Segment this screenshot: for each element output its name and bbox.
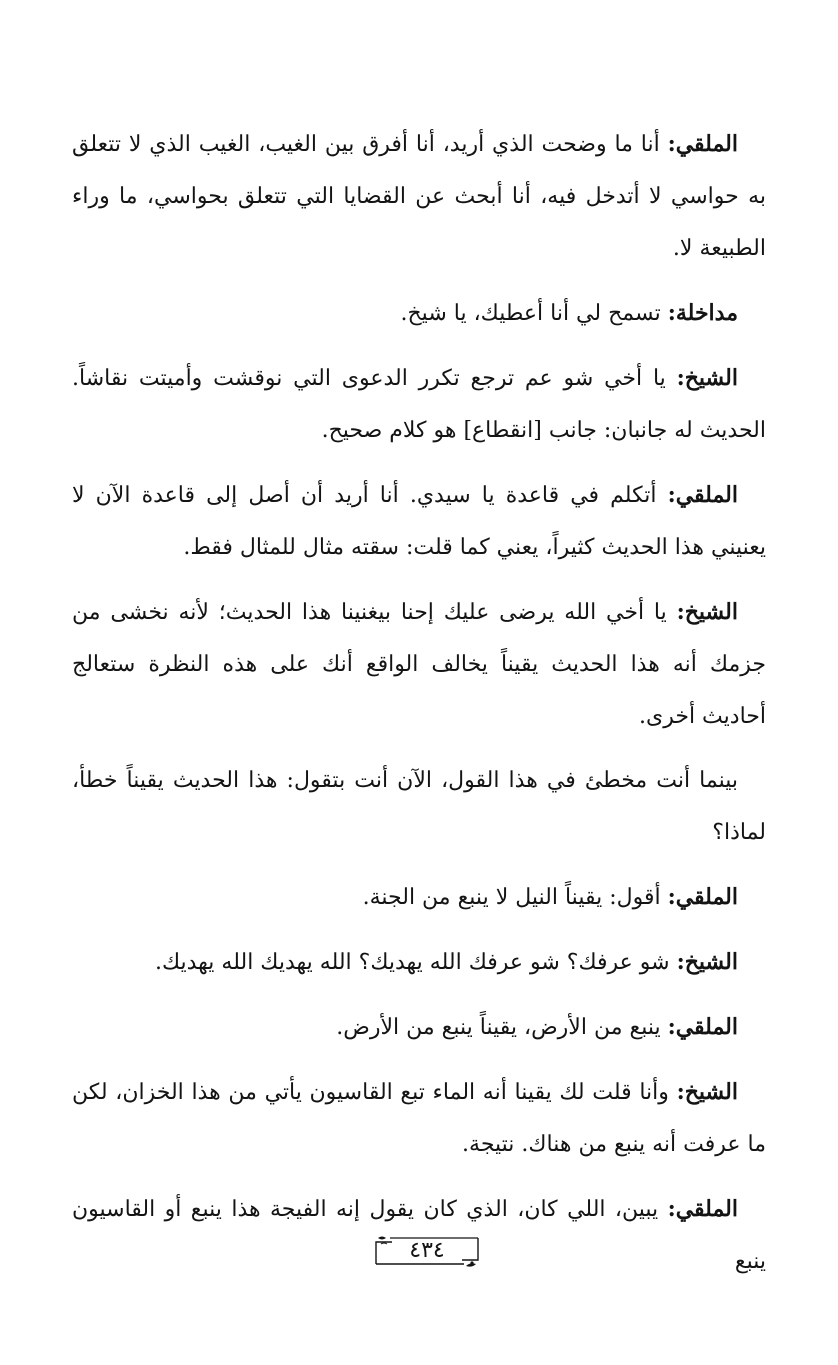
speaker-label: الشيخ:: [676, 949, 738, 975]
paragraph-2: [72, 287, 766, 340]
paragraph-9: [72, 1001, 766, 1054]
paragraph-7: [72, 871, 766, 924]
paragraph-text: أقول: يقيناً النيل لا ينبع من الجنة.: [362, 885, 668, 910]
paragraph-5: [72, 586, 766, 743]
body-text: [72, 118, 766, 1292]
speaker-label: الشيخ:: [676, 365, 738, 391]
page-footer: [0, 1228, 838, 1278]
paragraph-text: بينما أنت مخطئ في هذا القول، الآن أنت بتقول: هذا الحديث يقيناً خطأ، لماذا؟: [72, 768, 766, 845]
page-number-frame: [372, 1234, 482, 1268]
speaker-label: مداخلة:: [667, 300, 738, 326]
speaker-label: الملقي:: [667, 131, 738, 157]
speaker-label: الملقي:: [667, 1014, 738, 1040]
paragraph-text: ينبع من الأرض، يقيناً ينبع من الأرض.: [336, 1015, 668, 1040]
paragraph-text: وأنا قلت لك يقينا أنه الماء تبع القاسيون يأتي من هذا الخزان، لكن ما عرفت أنه ينبع من هناك. نتيجة.: [72, 1080, 766, 1157]
speaker-label: الشيخ:: [676, 599, 738, 625]
paragraph-text: شو عرفك؟ شو عرفك الله يهديك؟ الله يهديك الله يهديك.: [154, 950, 677, 975]
paragraph-6: [72, 755, 766, 859]
paragraph-text: أنا ما وضحت الذي أريد، أنا أفرق بين الغيب، الغيب الذي لا تتعلق به حواسي لا أتدخل فيه، أنا أبحث عن القضايا التي تتعلق بحواسي، ما وراء الطبيعة لا.: [72, 132, 766, 261]
paragraph-text: يبين، اللي كان، الذي كان يقول إنه الفيجة هذا ينبع أو القاسيون ينبع: [72, 1197, 766, 1274]
speaker-label: الملقي:: [667, 884, 738, 910]
paragraph-3: [72, 352, 766, 457]
speaker-label: الملقي:: [667, 1196, 738, 1222]
paragraph-text: يا أخي شو عم ترجع تكرر الدعوى التي نوقشت وأميتت نقاشاً. الحديث له جانبان: جانب [انقطاع] هو كلام صحيح.: [72, 366, 766, 443]
paragraph-text: يا أخي الله يرضى عليك إحنا بيغنينا هذا الحديث؛ لأنه نخشى من جزمك أنه هذا الحديث يقيناً يخالف الواقع أنك على هذه النظرة ستعالج أحاديث أخرى.: [72, 600, 766, 729]
page-number: ٤٣٤: [409, 1238, 445, 1263]
paragraph-10: [72, 1066, 766, 1171]
paragraph-4: [72, 469, 766, 574]
paragraph-text: تسمح لي أنا أعطيك، يا شيخ.: [400, 301, 668, 326]
speaker-label: الشيخ:: [676, 1079, 738, 1105]
paragraph-1: [72, 118, 766, 275]
paragraph-8: [72, 936, 766, 989]
paragraph-text: أتكلم في قاعدة يا سيدي. أنا أريد أن أصل إلى قاعدة الآن لا يعنيني هذا الحديث كثيراً، يعني كما قلت: سقته مثال للمثال فقط.: [72, 483, 766, 560]
speaker-label: الملقي:: [667, 482, 738, 508]
